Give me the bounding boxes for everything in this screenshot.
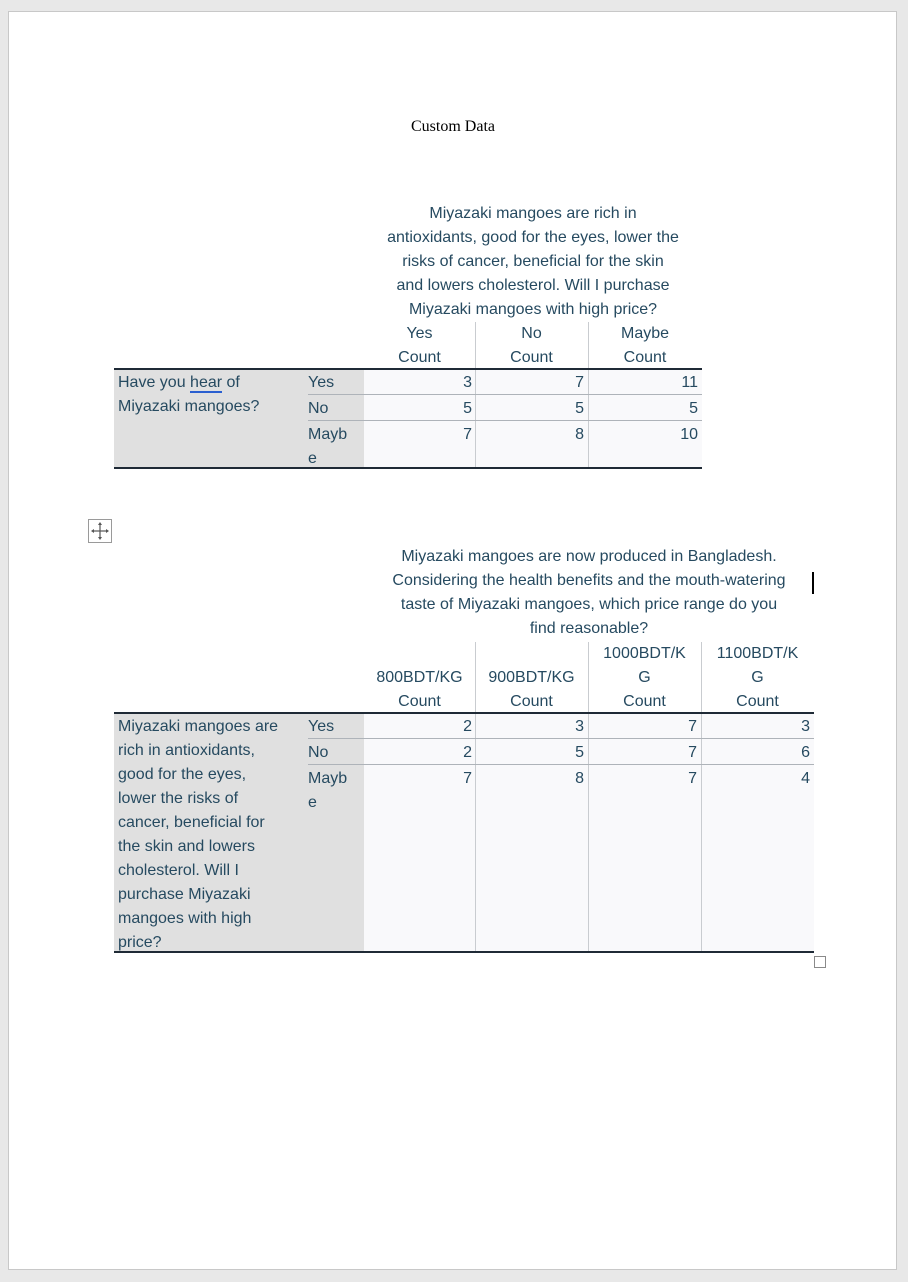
resize-handle-icon[interactable]	[814, 956, 826, 968]
table-cell: 5	[463, 400, 472, 417]
table-cell: 3	[575, 718, 584, 735]
table2-row-label-no: No	[308, 744, 329, 761]
table2-col-divider	[475, 642, 476, 952]
table-cell: 10	[680, 426, 698, 443]
table-cell: 7	[688, 718, 697, 735]
table1-row-group-label: Have you hear of Miyazaki mangoes?	[118, 374, 260, 415]
table1-row-rule	[308, 420, 702, 421]
document-title: Custom Data	[411, 118, 495, 135]
table2-top-rule	[114, 712, 814, 714]
table-cell: 7	[575, 374, 584, 391]
table1-row-label-no: No	[308, 400, 329, 417]
table2-bottom-rule	[114, 951, 814, 953]
text-cursor	[812, 572, 814, 594]
table-cell: 7	[463, 770, 472, 787]
table1-col-header-maybe: Maybe Count	[620, 325, 670, 366]
table-cell: 11	[681, 374, 698, 391]
table-cell: 5	[575, 744, 584, 761]
table1-top-rule	[114, 368, 702, 370]
table1-bottom-rule	[114, 467, 702, 469]
table-cell: 2	[463, 744, 472, 761]
spelling-flag-word: hear	[190, 374, 223, 391]
table-cell: 2	[463, 718, 472, 735]
table2-col-divider	[588, 642, 589, 952]
table2-col-header-1000: 1000BDT/K G Count	[603, 645, 686, 710]
table2-row-label-maybe: Mayb e	[308, 770, 348, 811]
table1-row-label-maybe: Mayb e	[308, 426, 348, 467]
table-cell: 8	[575, 770, 584, 787]
table2-row-rule	[308, 764, 814, 765]
table2-row-label-yes: Yes	[308, 718, 335, 735]
table-cell: 3	[801, 718, 810, 735]
table-cell: 7	[688, 744, 697, 761]
table2-row-group-label: Miyazaki mangoes are rich in antioxidants, good for the eyes, lower the risks of cancer, beneficial for the skin and lowers cholesterol. Will I purchase Miyazaki mangoes with high price?	[118, 718, 279, 951]
table-cell: 4	[801, 770, 810, 787]
table1-row-label-yes: Yes	[308, 374, 335, 391]
table2-column-group-label: Miyazaki mangoes are now produced in Bangladesh. Considering the health benefits and the mouth-watering taste of Miyazaki mangoes, which price range do you find reasonable?	[392, 548, 786, 637]
table-cell: 5	[575, 400, 584, 417]
table1-col-header-no: No Count	[510, 325, 553, 366]
table-cell: 8	[575, 426, 584, 443]
table1-col-header-yes: Yes Count	[398, 325, 441, 366]
table-cell: 7	[688, 770, 697, 787]
table1-row-rule	[308, 394, 702, 395]
table2-col-header-800: 800BDT/KG Count	[376, 669, 463, 710]
table1-column-group-label: Miyazaki mangoes are rich in antioxidants, good for the eyes, lower the risks of cancer, beneficial for the skin and lowers cholesterol. Will I purchase Miyazaki mangoes with high price?	[387, 205, 679, 318]
table-cell: 6	[801, 744, 810, 761]
table2-row-rule	[308, 738, 814, 739]
table2-col-header-900: 900BDT/KG Count	[488, 669, 575, 710]
table-cell: 7	[463, 426, 472, 443]
table2-col-divider	[701, 642, 702, 952]
table-cell: 5	[689, 400, 698, 417]
table2-col-header-1100: 1100BDT/K G Count	[716, 645, 799, 710]
move-icon[interactable]	[88, 519, 112, 543]
table-cell: 3	[463, 374, 472, 391]
